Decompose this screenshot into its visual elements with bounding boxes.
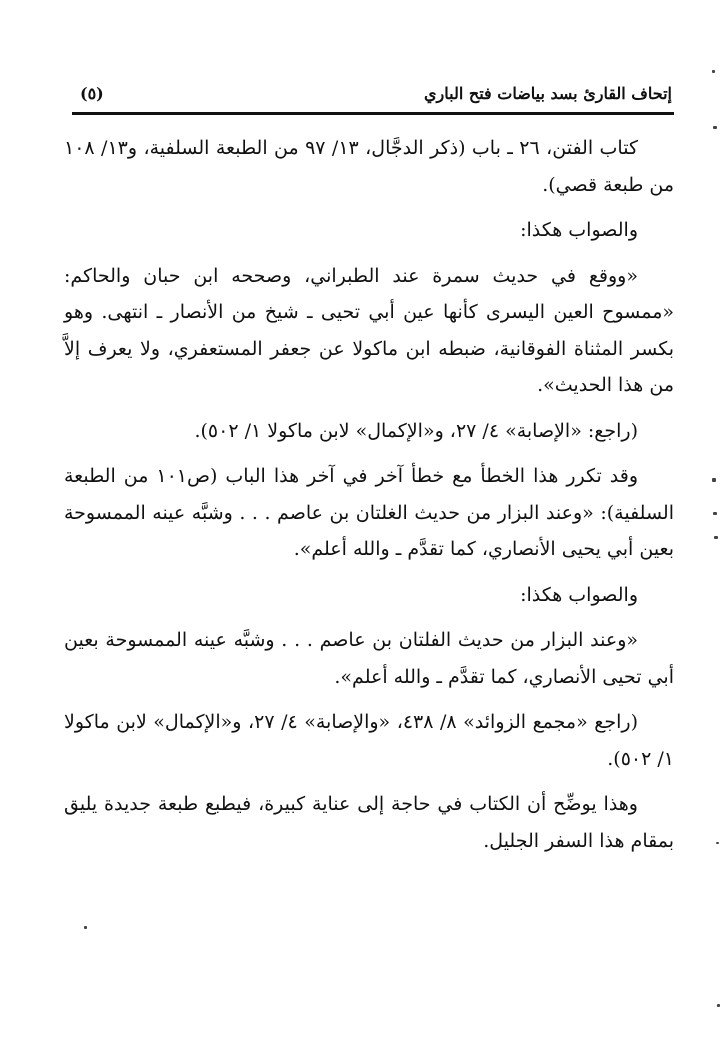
scan-mark [717,1004,720,1007]
scan-mark [716,842,719,844]
book-title: إتحاف القارئ بسد بياضات فتح الباري [424,84,672,103]
scan-mark [714,536,718,539]
scan-mark [84,926,87,929]
running-header [72,82,672,112]
header-rule [72,112,674,115]
paragraph-conclusion: وهذا يوضِّح أن الكتاب في حاجة إلى عناية كبيرة، فيطبع طبعة جديدة يليق بمقام هذا السفر الجليل. [64,793,674,852]
paragraph-corrected-quote-2: «وعند البزار من حديث الفلتان بن عاصم . . . وشبَّه عينه الممسوحة بعين أبي تحيى الأنصاري، كما تقدَّم ـ والله أعلم». [64,629,674,688]
paragraph-corrected-quote: «ووقع في حديث سمرة عند الطبراني، وصححه ابن حبان والحاكم: «ممسوح العين اليسرى كأنها عين أبي تحيى ـ شيخ من الأنصار ـ انتهى. وهو بكسر المثناة الفوقانية، ضبطه ابن ماكولا عن جعفر المستعفري، ولا يعرف إلاَّ من هذا الحديث». [64,264,674,396]
paragraph-correction-intro: والصواب هكذا: [520,219,638,241]
paragraph-reference-location: كتاب الفتن، ٢٦ ـ باب (ذكر الدجَّال، ١٣/ ٩٧ من الطبعة السلفية، و١٣/ ١٠٨ من طبعة قصي). [64,137,674,196]
page-number: (٥) [80,84,104,103]
scan-mark [713,126,717,129]
scan-mark [712,478,716,482]
paragraph-correction-intro-2: والصواب هكذا: [520,583,638,606]
scan-mark [713,512,717,515]
scan-mark [712,70,715,73]
page-body [64,130,674,868]
paragraph-repeated-error: وقد تكرر هذا الخطأ مع خطأ آخر في آخر هذا الباب (ص١٠١ من الطبعة السلفية): «وعند البزار من حديث الغلتان بن عاصم . . . وشبَّه عينه الممسوحة بعين أبي يحيى الأنصاري، كما تقدَّم ـ والله أعلم». [64,465,674,560]
paragraph-citation: (راجع: «الإصابة» ٤/ ٢٧، و«الإكمال» لابن ماكولا ١/ ٥٠٢). [194,419,638,442]
paragraph-citation-2: (راجع «مجمع الزوائد» ٨/ ٤٣٨، «والإصابة» ٤/ ٢٧، و«الإكمال» لابن ماكولا ١/ ٥٠٢). [64,711,674,770]
